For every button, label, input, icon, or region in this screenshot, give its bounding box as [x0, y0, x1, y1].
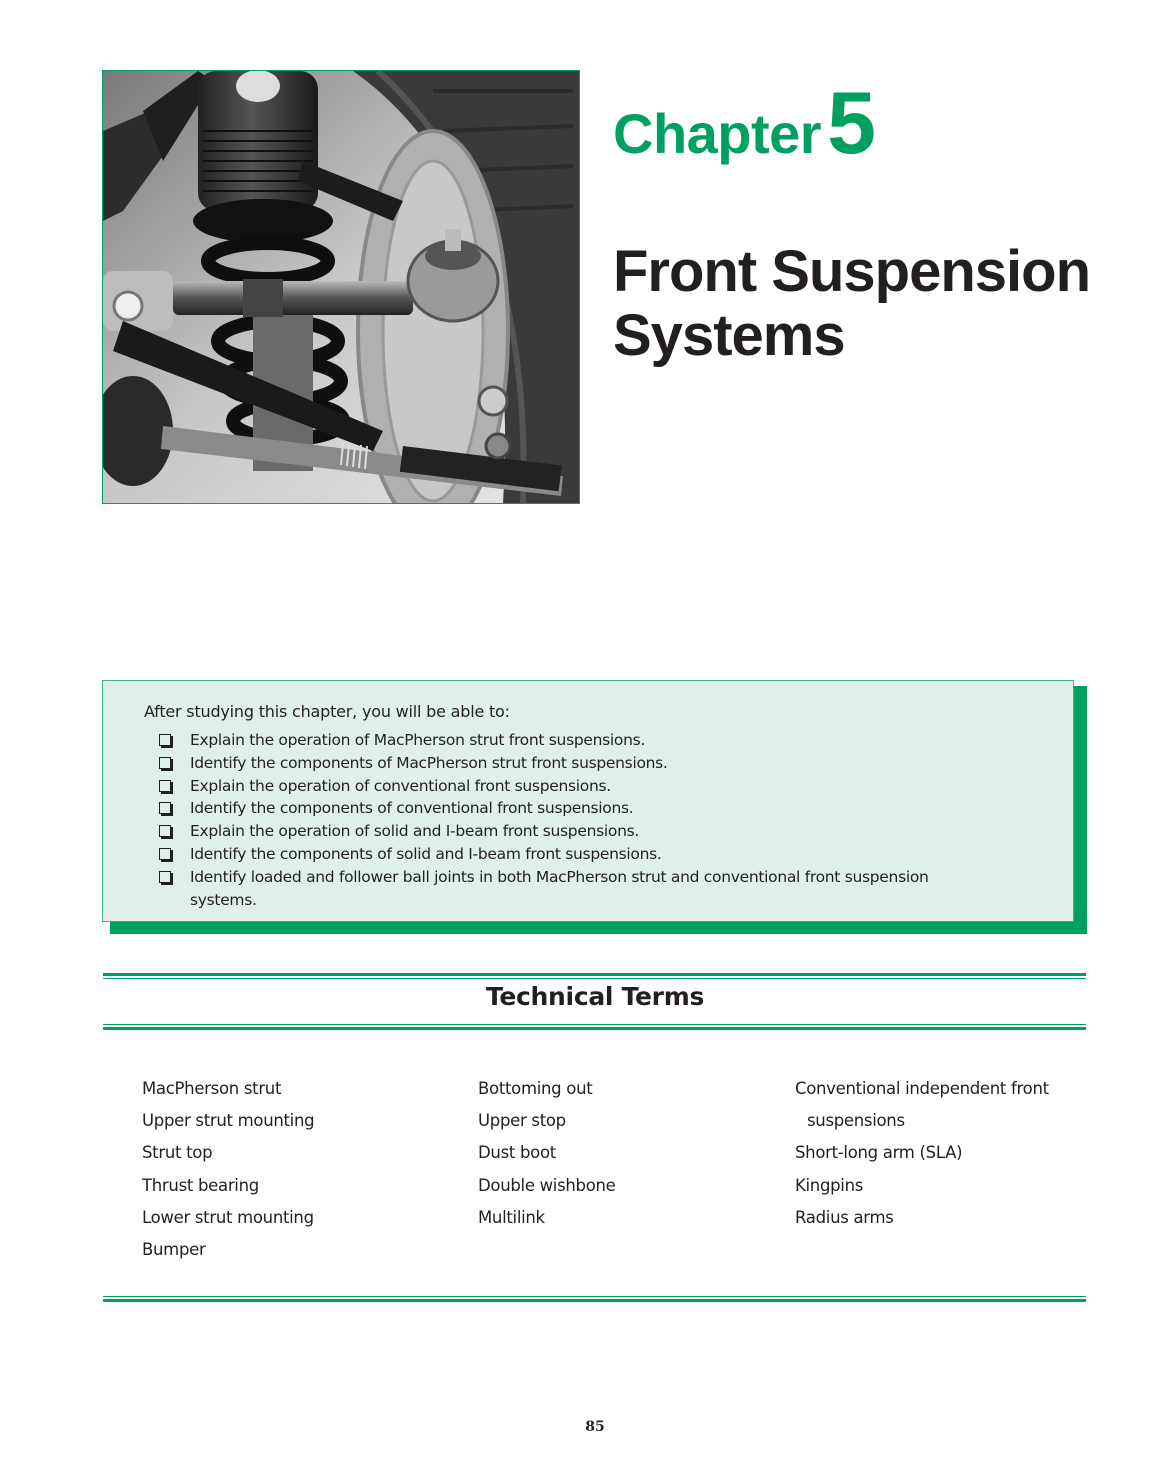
- objective-text: Identify the components of MacPherson strut front suspensions.: [190, 753, 668, 772]
- objective-item: [159, 752, 930, 775]
- chapter-title-line: Front Suspension: [613, 239, 1090, 304]
- objective-item: [159, 775, 930, 798]
- section-rule-top-thin: [103, 978, 1086, 979]
- suspension-photo-illustration: [103, 71, 579, 503]
- checkbox-icon: [159, 757, 171, 769]
- terms-column-2: [478, 1073, 616, 1234]
- objective-text: Explain the operation of solid and I-beam front suspensions.: [190, 822, 639, 841]
- checkbox-icon: [159, 825, 171, 837]
- term-item: Conventional independent front: [795, 1079, 1049, 1098]
- objective-item: [159, 797, 930, 820]
- chapter-word: Chapter: [613, 102, 822, 165]
- term-item: Multilink: [478, 1207, 545, 1227]
- checkbox-icon: [159, 780, 171, 792]
- objective-text: Identify the components of solid and I-beam front suspensions.: [190, 844, 662, 863]
- checkbox-icon: [159, 871, 171, 883]
- section-rule-mid-thick: [103, 1027, 1086, 1030]
- objective-item: [159, 866, 930, 912]
- terms-column-1: [142, 1073, 314, 1266]
- objective-item: [159, 729, 930, 752]
- objective-text: Explain the operation of MacPherson strut front suspensions.: [190, 731, 646, 749]
- term-item: Lower strut mounting: [142, 1207, 314, 1227]
- term-item: MacPherson strut: [142, 1079, 282, 1098]
- technical-terms-heading: Technical Terms: [485, 982, 705, 1011]
- term-item: Upper stop: [478, 1111, 566, 1131]
- term-item: Upper strut mounting: [142, 1111, 315, 1131]
- term-item: Strut top: [142, 1143, 213, 1163]
- objective-text: Identify loaded and follower ball joints in both MacPherson strut and conventional front suspension systems.: [190, 867, 929, 909]
- section-rule-bottom-thick: [103, 1299, 1086, 1302]
- page-number: 85: [585, 1419, 605, 1435]
- objectives-list: [144, 729, 1073, 911]
- term-item-continuation: suspensions: [807, 1111, 905, 1131]
- checkbox-icon: [159, 802, 171, 814]
- objectives-intro: After studying this chapter, you will be able to:: [144, 702, 510, 721]
- chapter-label: [613, 72, 876, 174]
- term-item: Bottoming out: [478, 1079, 593, 1098]
- section-rule-mid-thin: [103, 1024, 1086, 1025]
- objective-text: Explain the operation of conventional front suspensions.: [190, 776, 611, 795]
- objective-text: Identify the components of conventional front suspensions.: [190, 799, 634, 818]
- objectives-box: [102, 680, 1074, 922]
- section-rule-bottom-thin: [103, 1296, 1086, 1297]
- terms-column-3: [795, 1073, 1049, 1234]
- term-item: Thrust bearing: [142, 1175, 259, 1195]
- term-item: Radius arms: [795, 1207, 894, 1227]
- chapter-title: [613, 240, 1090, 368]
- term-item: Short-long arm (SLA): [795, 1143, 963, 1163]
- checkbox-icon: [159, 848, 171, 860]
- chapter-title-line: Systems: [613, 303, 845, 368]
- chapter-photo: [102, 70, 580, 504]
- term-item: Bumper: [142, 1240, 206, 1260]
- term-item: Kingpins: [795, 1175, 864, 1195]
- section-rule-top-thick: [103, 973, 1086, 976]
- objective-item: [159, 820, 930, 843]
- checkbox-icon: [159, 734, 171, 746]
- chapter-number: 5: [827, 73, 877, 172]
- term-item: Double wishbone: [478, 1175, 616, 1195]
- objective-item: [159, 843, 930, 866]
- term-item: Dust boot: [478, 1143, 556, 1163]
